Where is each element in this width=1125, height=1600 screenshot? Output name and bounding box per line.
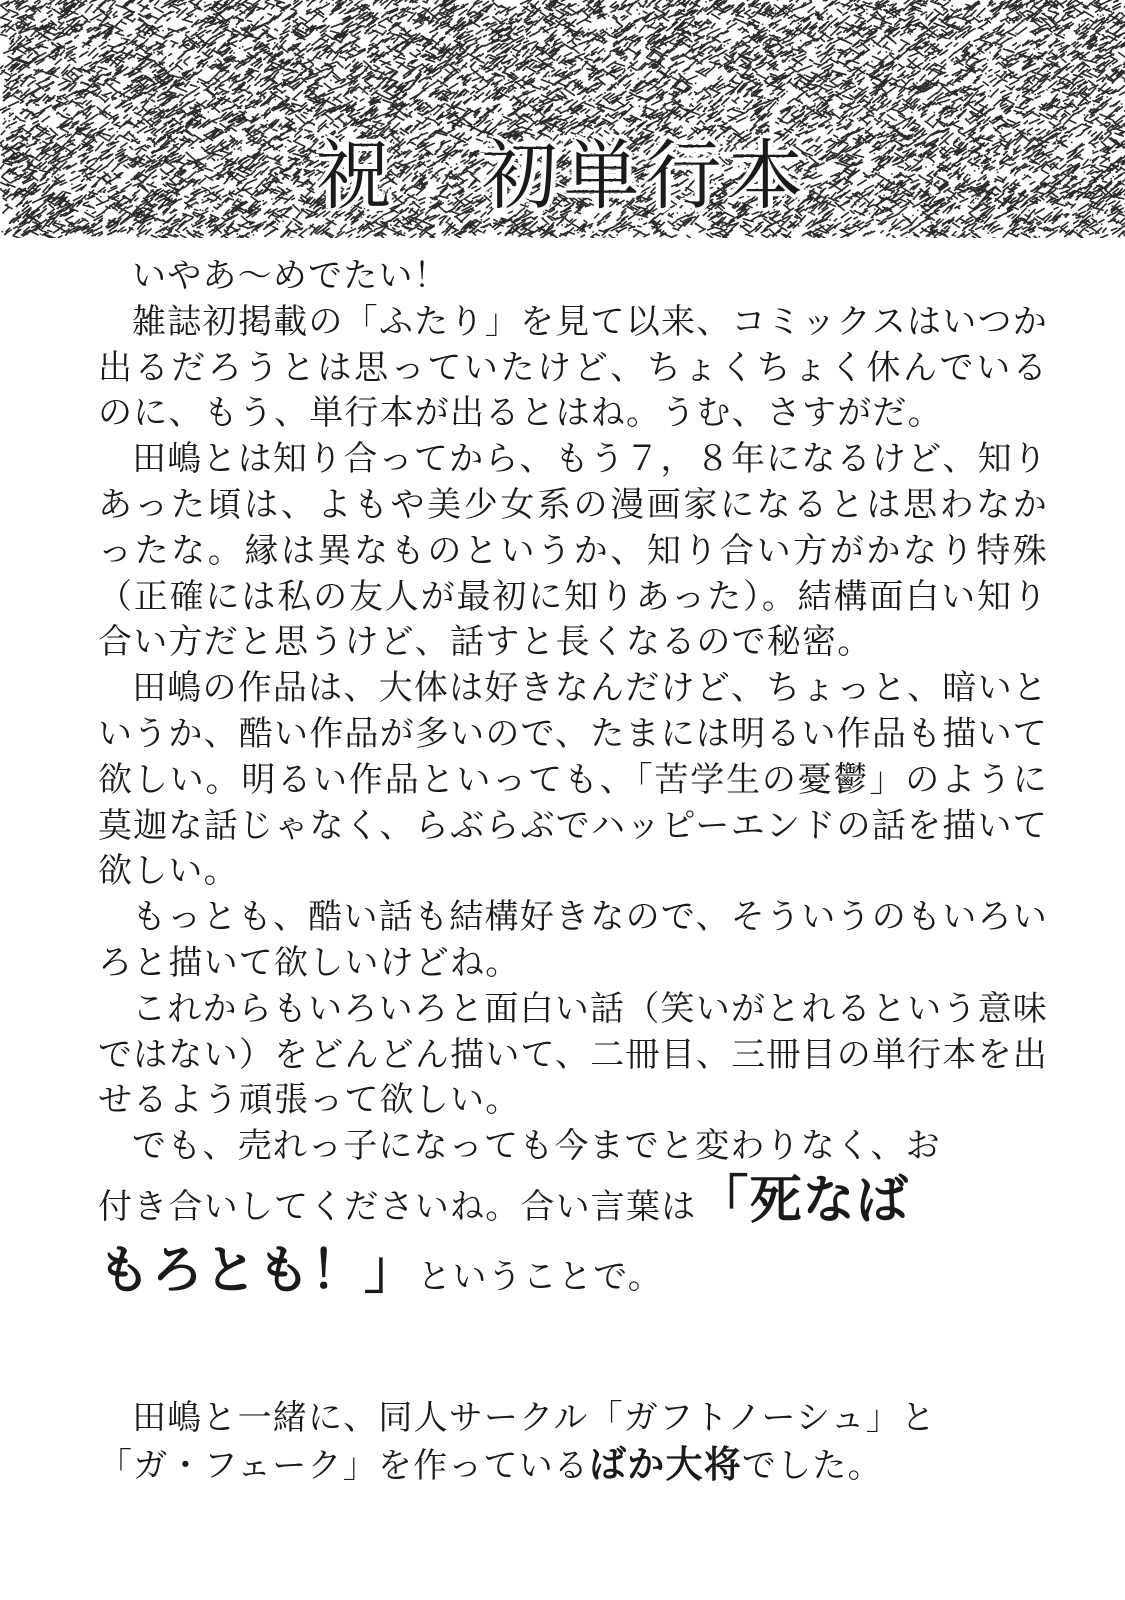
closing-line-2 bbox=[98, 1170, 1048, 1240]
motto-part-2: もろとも！」 bbox=[98, 1240, 418, 1301]
paragraph-6: これからもいろいろと面白い話（笑いがとれるという意味ではない）をどんどん描いて、二冊目、三冊目の単行本を出せるよう頑張って欲しい。 bbox=[98, 988, 1048, 1121]
paragraph-3: 田嶋とは知り合ってから、もう７，８年になるけど、知りあった頃は、よもや美少女系の漫画家になるとは思わなかったな。縁は異なものというか、知り合い方がかなり特殊（正確には私の友人が最初に知りあった）。結構面白い知り合い方だと思うけど、話すと長くなるので秘密。 bbox=[98, 439, 1048, 663]
author-name: ばか大将 bbox=[589, 1442, 742, 1486]
title-part-2: 初単行本 bbox=[481, 131, 810, 220]
paragraph-4: 田嶋の作品は、大体は好きなんだけど、ちょっと、暗いというか、酷い作品が多いので、たまには明るい作品も描いて欲しい。明るい作品といっても、「苦学生の憂鬱」のように莫迦な話じゃなく、らぶらぶでハッピーエンドの話を描いて欲しい。 bbox=[98, 668, 1048, 892]
closing-line-3 bbox=[98, 1240, 1048, 1310]
essay-body bbox=[98, 254, 1048, 1490]
paragraph-1: いやあ〜めでたい！ bbox=[132, 256, 449, 296]
closing-line-1: でも、売れっ子になっても今までと変わりなく、お bbox=[132, 1126, 941, 1167]
paragraph-5: もっとも、酷い話も結構好きなので、そういうのもいろいろと描いて欲しいけどね。 bbox=[98, 897, 1048, 983]
page-title bbox=[0, 128, 1125, 224]
closing-line-2-text: 付き合いしてくださいね。合い言葉は bbox=[98, 1186, 697, 1227]
header-pattern bbox=[0, 0, 1125, 238]
title-part-1: 祝 bbox=[315, 131, 398, 220]
signature-line-2 bbox=[98, 1442, 1048, 1490]
paragraph-2: 雑誌初掲載の「ふたり」を見て以来、コミックスはいつか出るだろうとは思っていたけど、ちょくちょく休んでいるのに、もう、単行本が出るとはね。うむ、さすがだ。 bbox=[98, 301, 1048, 434]
closing-line-3-text: ということで。 bbox=[417, 1256, 663, 1297]
signature-line-2-post: でした。 bbox=[741, 1445, 883, 1486]
motto-part-1: 「死なば bbox=[696, 1170, 910, 1231]
signature-line-2-pre: 「ガ・フェーク」を作っている bbox=[98, 1445, 590, 1486]
signature-line-1: 田嶋と一緒に、同人サークル「ガフトノーシュ」と bbox=[132, 1397, 937, 1438]
